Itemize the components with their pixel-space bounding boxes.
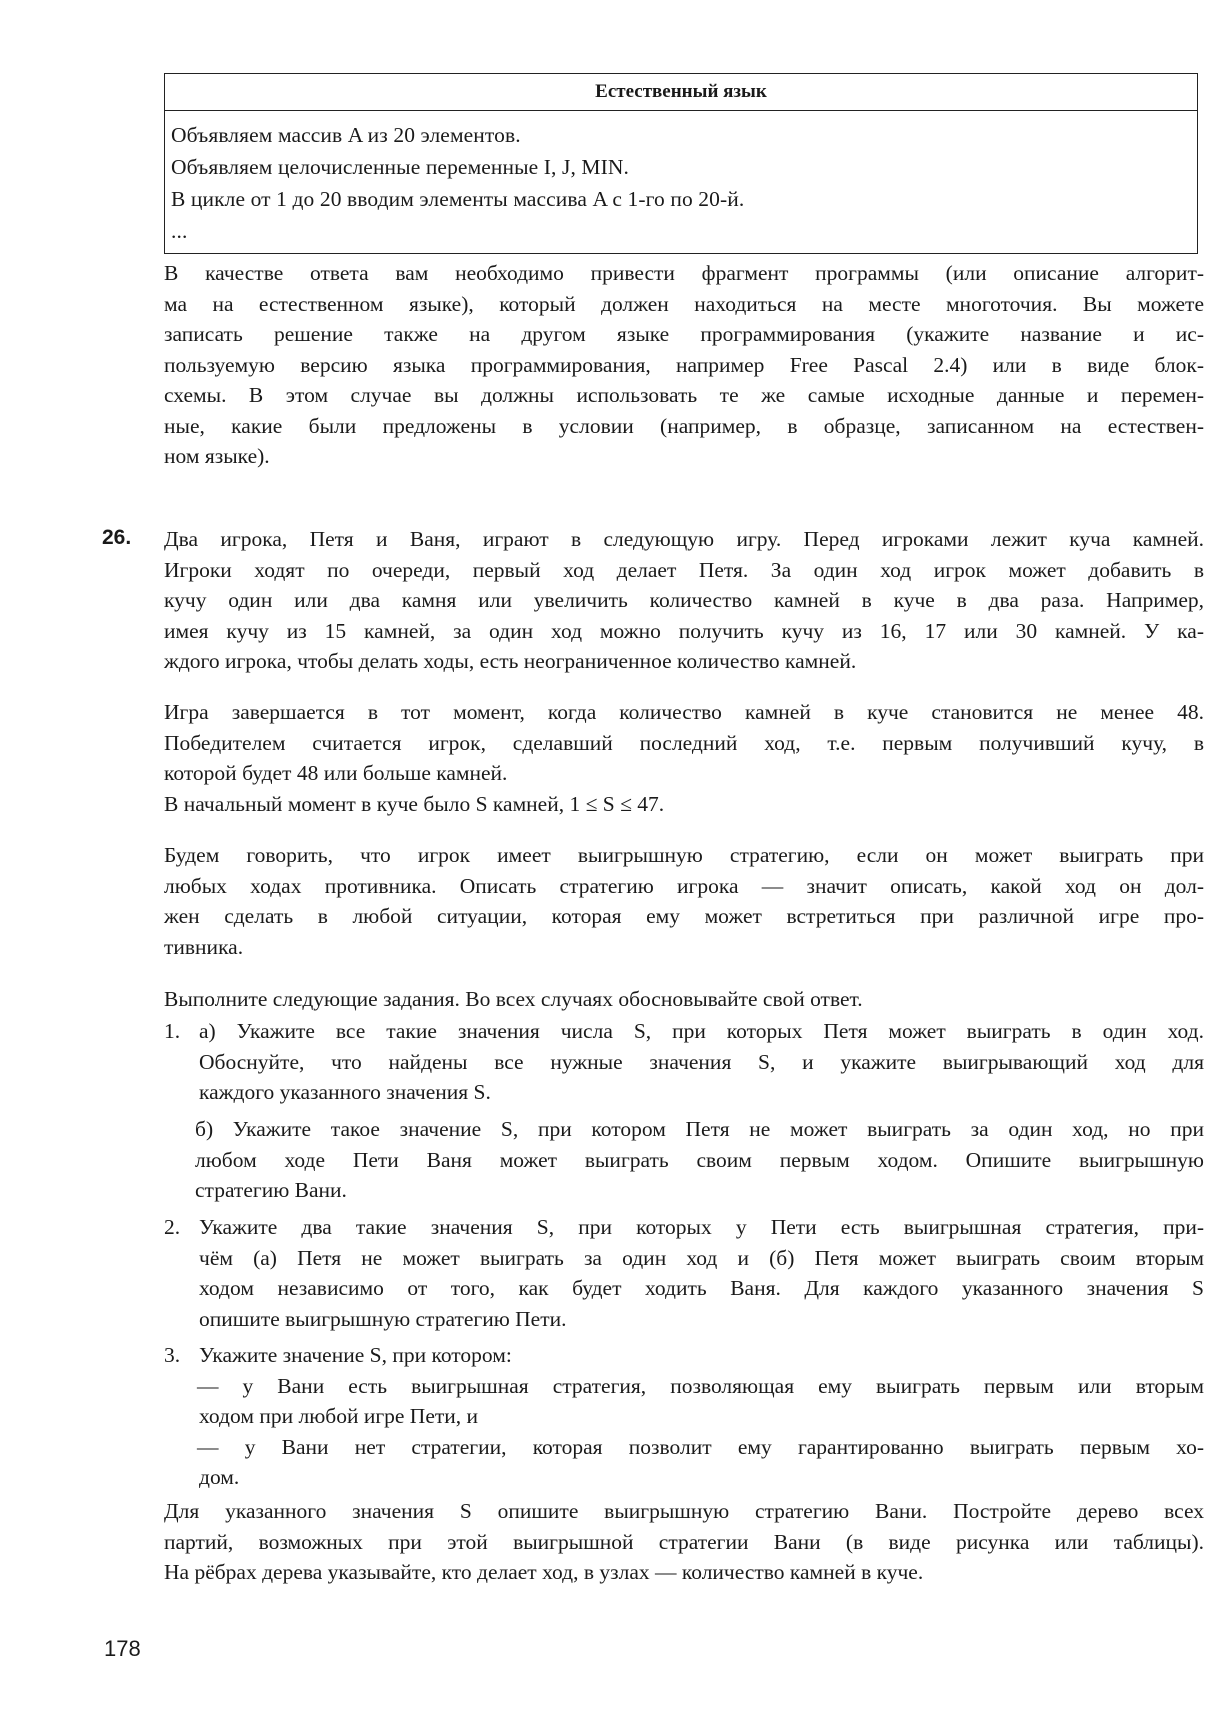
table-line: Объявляем целочисленные переменные I, J, MIN. (171, 155, 629, 179)
list-item (164, 1016, 1204, 1216)
text-line: любом ходе Пети Ваня может выиграть своим первым ходом. Опишите выигрышную (195, 1147, 1204, 1172)
text-line: ные, какие были предложены в условии (например, в образце, записанном на естествен- (164, 413, 1204, 438)
table-body (165, 111, 1197, 253)
text-line: пользуемую версию языка программирования, например Free Pascal 2.4) или в виде блок- (164, 352, 1204, 377)
text-line: ходом при любой игре Пети, и (199, 1404, 479, 1428)
text-line: б) Укажите такое значение S, при котором Петя не может выиграть за один ход, но при (195, 1117, 1204, 1141)
text-line: которой будет 48 или больше камней. (164, 761, 508, 785)
text-line: Игроки ходят по очереди, первый ход делает Петя. За один ход игрок может добавить в (164, 557, 1204, 582)
item-part-b (195, 1114, 1204, 1206)
item-number: 3. (164, 1343, 181, 1367)
text-line: Два игрока, Петя и Ваня, играют в следующую игру. Перед игроками лежит куча камней. (164, 527, 1204, 551)
text-line: — у Вани есть выигрышная стратегия, позволяющая ему выиграть первым или вторым (197, 1373, 1204, 1398)
text-line: записать решение также на другом языке программирования (укажите название и ис- (164, 322, 1204, 346)
text-line: ждого игрока, чтобы делать ходы, есть неограниченное количество камней. (164, 649, 857, 673)
page-number: 178 (104, 1636, 141, 1661)
text-line: Для указанного значения S опишите выигрышную стратегию Вани. Постройте дерево всех (164, 1499, 1204, 1523)
text-line: Будем говорить, что игрок имеет выигрышную стратегию, если он может выиграть при (164, 843, 1204, 867)
text-line: ном языке). (164, 444, 270, 468)
item-part-a (199, 1016, 1204, 1108)
text-line: чём (а) Петя не может выиграть за один ход и (б) Петя может выиграть своим вторым (199, 1245, 1204, 1270)
task-end-condition-paragraph (164, 697, 1204, 819)
table-header: Естественный язык (165, 74, 1197, 111)
text-line: схемы. В этом случае вы должны использовать те же самые исходные данные и перемен- (164, 383, 1204, 407)
task-number: 26. (102, 526, 132, 549)
list-item (164, 1212, 1204, 1342)
text-line: Игра завершается в тот момент, когда количество камней в куче становится не менее 48. (164, 700, 1204, 724)
text-line: Укажите два такие значения S, при которых у Пети есть выигрышная стратегия, при- (199, 1215, 1204, 1239)
text-line: — у Вани нет стратегии, которая позволит ему гарантированно выиграть первым хо- (197, 1434, 1204, 1459)
assignments-intro: Выполните следующие задания. Во всех случаях обосновывайте свой ответ. (164, 987, 863, 1011)
natural-language-table (164, 73, 1198, 254)
text-line: ма на естественном языке), который должен находиться на месте многоточия. Вы можете (164, 291, 1204, 316)
text-line: ходом независимо от того, как будет ходить Ваня. Для каждого указанного значения S (199, 1276, 1204, 1300)
text-line: тивника. (164, 934, 244, 959)
strategy-definition-paragraph (164, 840, 1204, 962)
text-line: дом. (199, 1465, 240, 1489)
text-line: В качестве ответа вам необходимо привести фрагмент программы (или описание алгорит- (164, 261, 1204, 285)
text-line: имея кучу из 15 камней, за один ход можно получить кучу из 16, 17 или 30 камней. У ка- (164, 618, 1204, 643)
text-line: партий, возможных при этой выигрышной стратегии Вани (в виде рисунка или таблицы). (164, 1529, 1204, 1554)
text-line: стратегию Вани. (195, 1178, 347, 1202)
text-line: В начальный момент в куче было S камней, 1 ≤ S ≤ 47. (164, 791, 665, 816)
table-line: Объявляем массив A из 20 элементов. (171, 123, 521, 147)
text-line: а) Укажите все такие значения числа S, при которых Петя может выиграть в один ход. (199, 1019, 1204, 1043)
answer-instructions-paragraph (164, 258, 1204, 472)
text-line: Победителем считается игрок, сделавший последний ход, т.е. первым получивший кучу, в (164, 730, 1204, 755)
final-instructions-paragraph (164, 1496, 1204, 1588)
item-text (199, 1212, 1204, 1334)
item-number: 1. (164, 1019, 181, 1043)
list-item (164, 1340, 1204, 1500)
text-line: кучу один или два камня или увеличить количество камней в куче в два раза. Например, (164, 588, 1204, 612)
text-line: каждого указанного значения S. (199, 1080, 491, 1104)
text-line: На рёбрах дерева указывайте, кто делает ход, в узлах — количество камней в куче. (164, 1560, 924, 1584)
task-rules-paragraph (164, 524, 1204, 677)
text-line: Обоснуйте, что найдены все нужные значения S, и укажите выигрывающий ход для (199, 1049, 1204, 1074)
text-line: жен сделать в любой ситуации, которая ему может встретиться при различной игре про- (164, 904, 1204, 928)
text-line: опишите выигрышную стратегию Пети. (199, 1306, 567, 1331)
text-line: Укажите значение S, при котором: (199, 1343, 512, 1367)
text-line: любых ходах противника. Описать стратегию игрока — значит описать, какой ход он дол- (164, 873, 1204, 898)
table-line: ... (171, 219, 188, 243)
item-text (199, 1340, 1204, 1493)
table-line: В цикле от 1 до 20 вводим элементы массива A с 1-го по 20-й. (171, 187, 745, 211)
item-number: 2. (164, 1215, 181, 1239)
